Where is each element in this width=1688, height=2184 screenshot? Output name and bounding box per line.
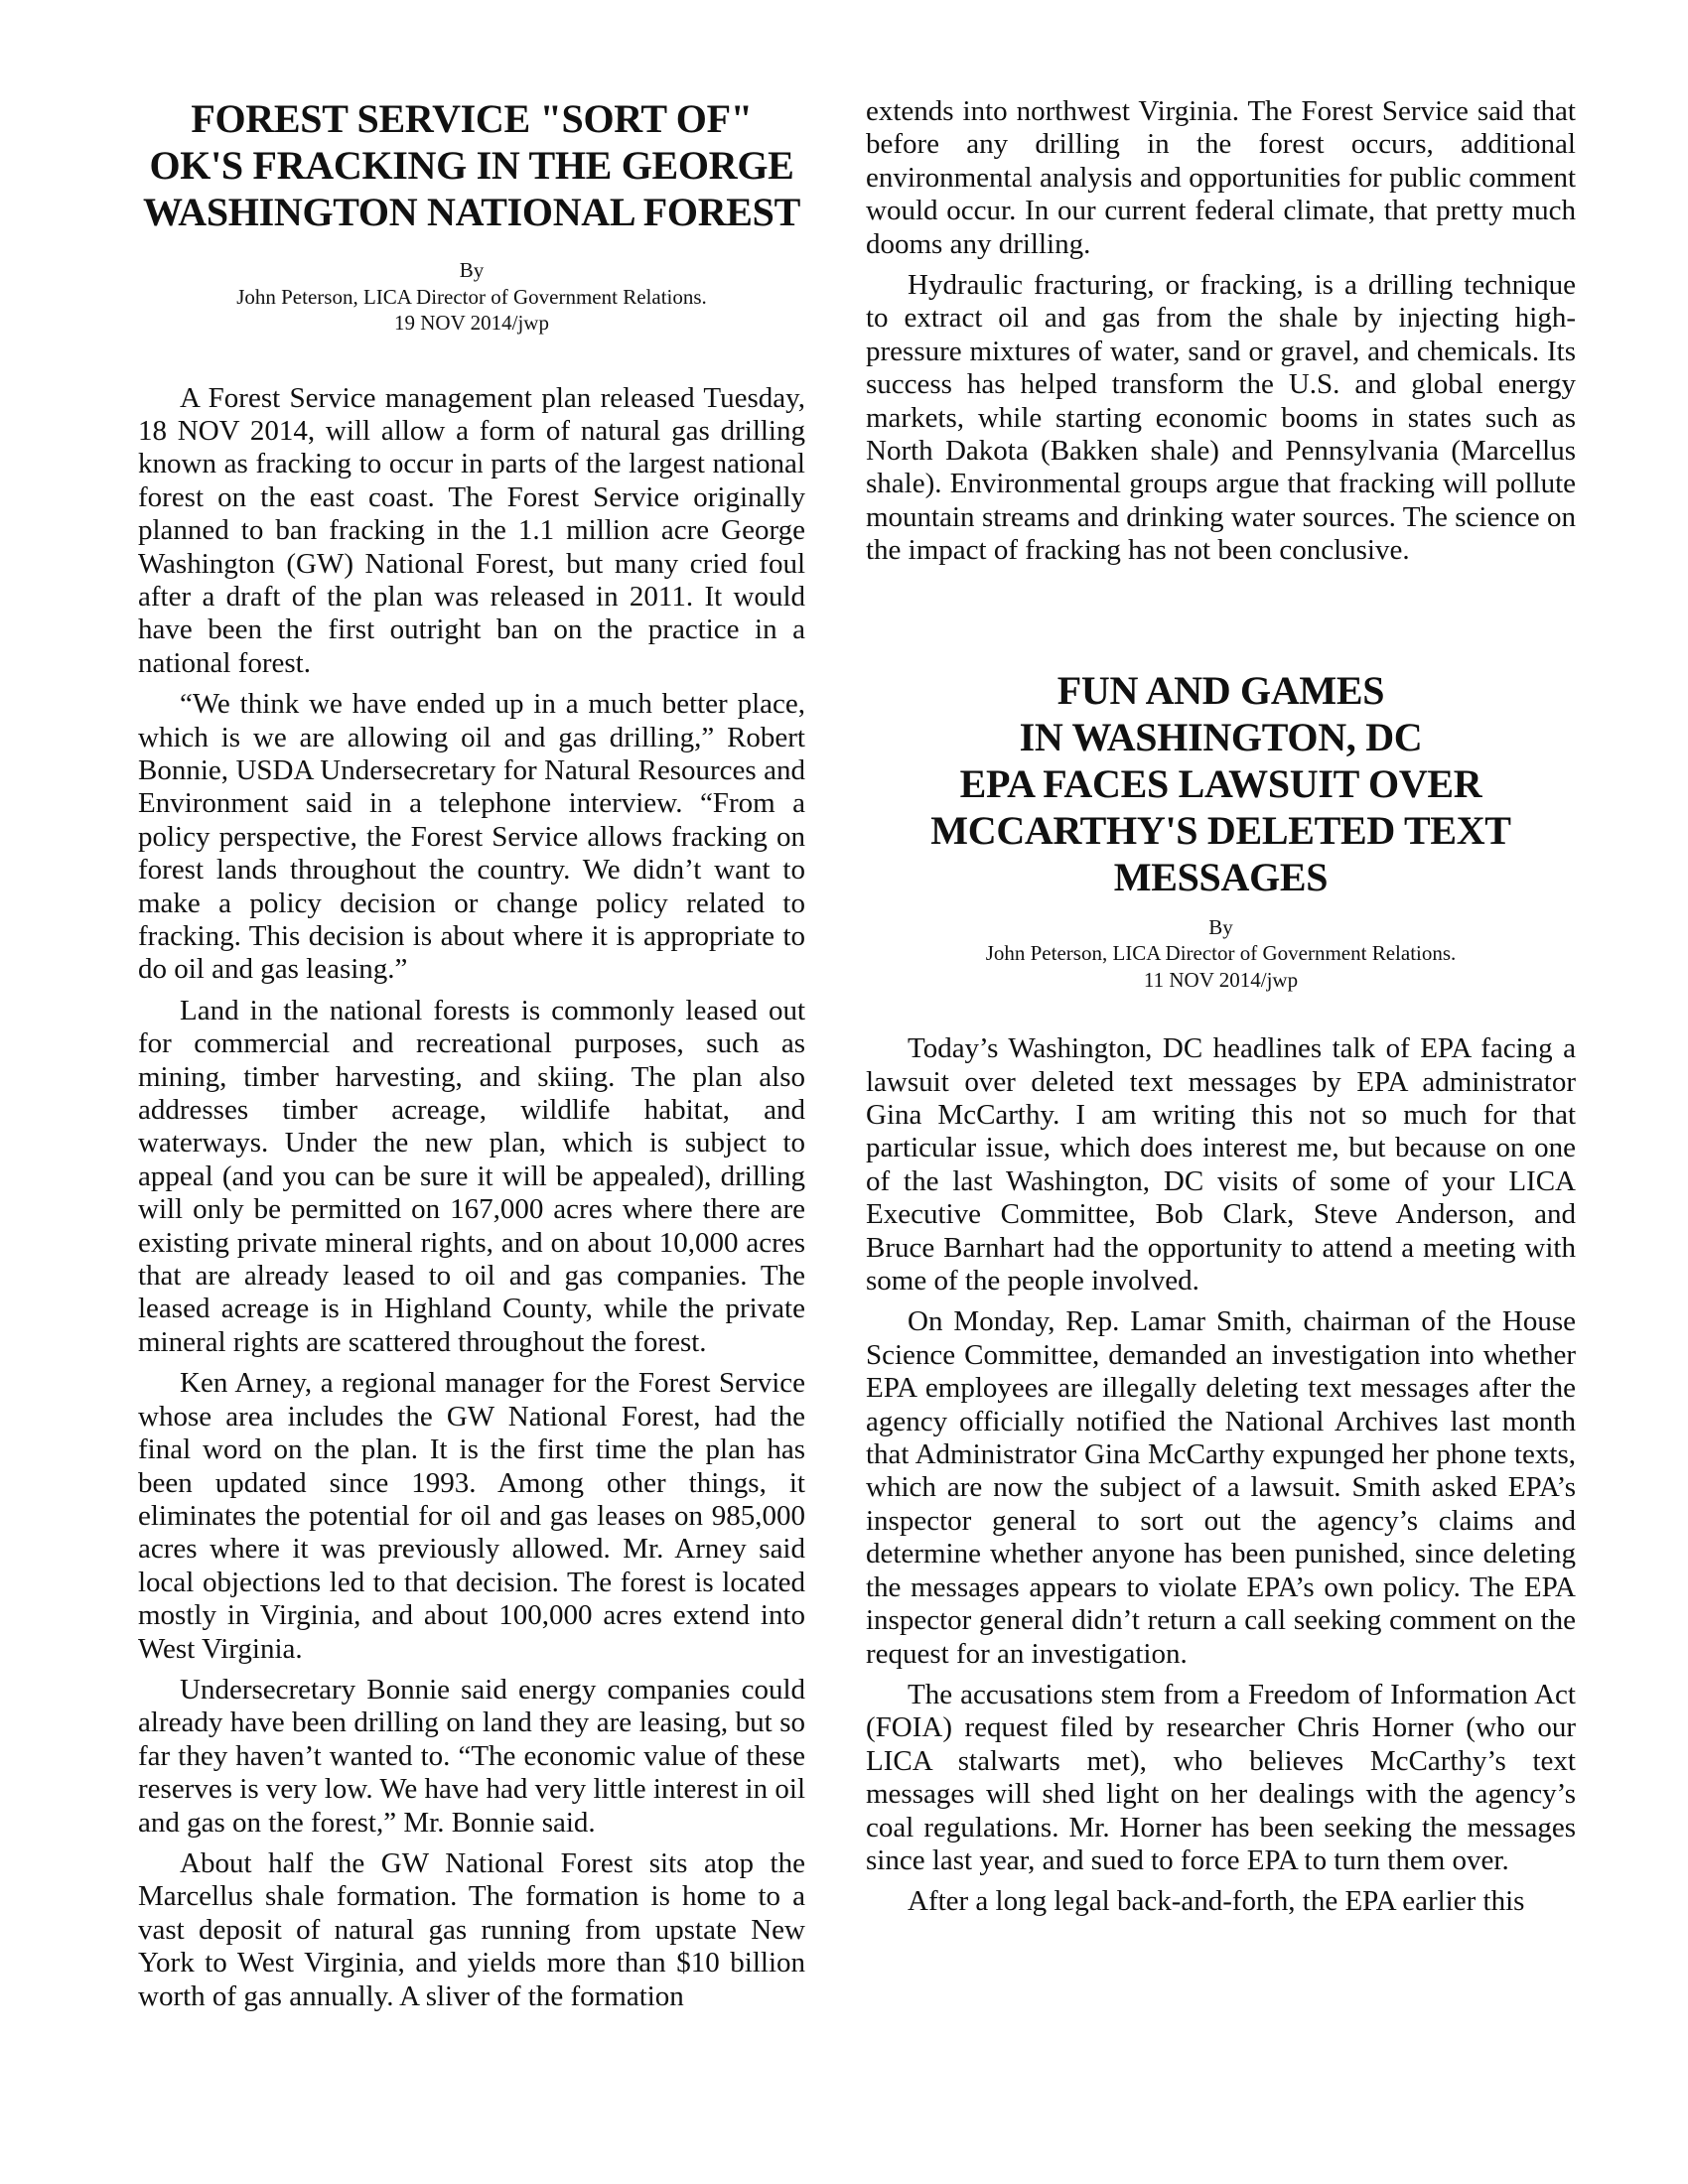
byline xyxy=(138,257,805,337)
paragraph-continued: extends into northwest Virginia. The Forest Service said that before any drilling in the forest occurs, additional environmental analysis and opportunities for public comment would occur. In our current federal climate, that pretty much dooms any drilling. xyxy=(866,95,1576,260)
right-column xyxy=(866,95,1576,1927)
title-line: MESSAGES xyxy=(1113,854,1329,899)
paragraph: Undersecretary Bonnie said energy companies could already have been drilling on land they are leasing, but so far they haven’t wanted to. “The economic value of these reserves is very low. We have had very little interest in oil and gas on the forest,” Mr. Bonnie said. xyxy=(138,1673,805,1839)
title-line: MCCARTHY'S DELETED TEXT xyxy=(930,807,1511,853)
by-label: By xyxy=(1208,914,1233,939)
author: John Peterson, LICA Director of Government Relations. xyxy=(985,941,1457,966)
title-line: IN WASHINGTON, DC xyxy=(1019,714,1423,759)
paragraph: A Forest Service management plan released Tuesday, 18 NOV 2014, will allow a form of natural gas drilling known as fracking to occur in parts of the largest national forest on the east coast. The Forest Service originally planned to ban fracking in the 1.1 million acre George Washington (GW) National Forest, but many cried foul after a draft of the plan was released in 2011. It would have been the first outright ban on the practice in a national forest. xyxy=(138,381,805,679)
title-line: FUN AND GAMES xyxy=(1056,667,1385,713)
by-label: By xyxy=(459,258,485,282)
article-title xyxy=(866,667,1576,900)
title-line: EPA FACES LAWSUIT OVER xyxy=(959,760,1482,806)
author: John Peterson, LICA Director of Government Relations. xyxy=(236,284,707,309)
paragraph: “We think we have ended up in a much better place, which is we are allowing oil and gas drilling,” Robert Bonnie, USDA Undersecretary for Natural Resources and Environment said in a telephone interview. “From a policy perspective, the Forest Service allows fracking on forest lands throughout the country. We didn’t want to make a policy decision or change policy related to fracking. This decision is about where it is appropriate to do oil and gas leasing.” xyxy=(138,688,805,986)
article-forest-service xyxy=(138,95,805,2013)
date: 19 NOV 2014/jwp xyxy=(394,311,549,335)
paragraph: About half the GW National Forest sits atop the Marcellus shale formation. The formation is home to a vast deposit of natural gas running from upstate New York to West Virginia, and yields more than $10 billion worth of gas annually. A sliver of the formation xyxy=(138,1846,805,2012)
paragraph: On Monday, Rep. Lamar Smith, chairman of the House Science Committee, demanded an investigation into whether EPA employees are illegally deleting text messages after the agency officially notified the National Archives last month that Administrator Gina McCarthy expunged her phone texts, which are now the subject of a lawsuit. Smith asked EPA’s inspector general to sort out the agency’s claims and determine whether anyone has been punished, since deleting the messages appears to violate EPA’s own policy. The EPA inspector general didn’t return a call seeking comment on the request for an investigation. xyxy=(866,1305,1576,1670)
paragraph: After a long legal back-and-forth, the EPA earlier this xyxy=(908,1885,1525,1918)
byline xyxy=(866,914,1576,994)
title-line: FOREST SERVICE "SORT OF" xyxy=(191,96,753,141)
article-epa-lawsuit xyxy=(866,667,1576,1919)
paragraph: Hydraulic fracturing, or fracking, is a drilling technique to extract oil and gas from the shale by injecting high-pressure mixtures of water, sand or gravel, and chemicals. Its success has helped transform the U.S. and global energy markets, while starting economic booms in states such as North Dakota (Bakken shale) and Pennsylvania (Marcellus shale). Environmental groups argue that fracking will pollute mountain streams and drinking water sources. The science on the impact of fracking has not been conclusive. xyxy=(866,269,1576,567)
paragraph: Ken Arney, a regional manager for the Forest Service whose area includes the GW National Forest, had the final word on the plan. It is the first time the plan has been updated since 1993. Among other things, it eliminates the potential for oil and gas leases on 985,000 acres where it was previously allowed. Mr. Arney said local objections led to that decision. The forest is located mostly in Virginia, and about 100,000 acres extend into West Virginia. xyxy=(138,1367,805,1665)
left-column xyxy=(138,95,805,2021)
article-title xyxy=(138,95,805,235)
paragraph: Land in the national forests is commonly leased out for commercial and recreational purposes, such as mining, timber harvesting, and skiing. The plan also addresses timber acreage, wildlife habitat, and waterways. Under the new plan, which is subject to appeal (and you can be sure it will be appealed), drilling will only be permitted on 167,000 acres where there are existing private mineral rights, and on about 10,000 acres that are already leased to oil and gas companies. The leased acreage is in Highland County, while the private mineral rights are scattered throughout the forest. xyxy=(138,994,805,1358)
title-line: WASHINGTON NATIONAL FOREST xyxy=(143,190,800,234)
title-line: OK'S FRACKING IN THE GEORGE xyxy=(149,143,794,188)
date: 11 NOV 2014/jwp xyxy=(1143,967,1299,992)
paragraph: Today’s Washington, DC headlines talk of EPA facing a lawsuit over deleted text messages by EPA administrator Gina McCarthy. I am writing this not so much for that particular issue, which does interest me, but because on one of the last Washington, DC visits of some of your LICA Executive Committee, Bob Clark, Steve Anderson, and Bruce Barnhart had the opportunity to attend a meeting with some of the people involved. xyxy=(866,1032,1576,1297)
paragraph: The accusations stem from a Freedom of Information Act (FOIA) request filed by researcher Chris Horner (who our LICA stalwarts met), who believes McCarthy’s text messages will shed light on her dealings with the agency’s coal regulations. Mr. Horner has been seeking the messages since last year, and sued to force EPA to turn them over. xyxy=(866,1678,1576,1876)
